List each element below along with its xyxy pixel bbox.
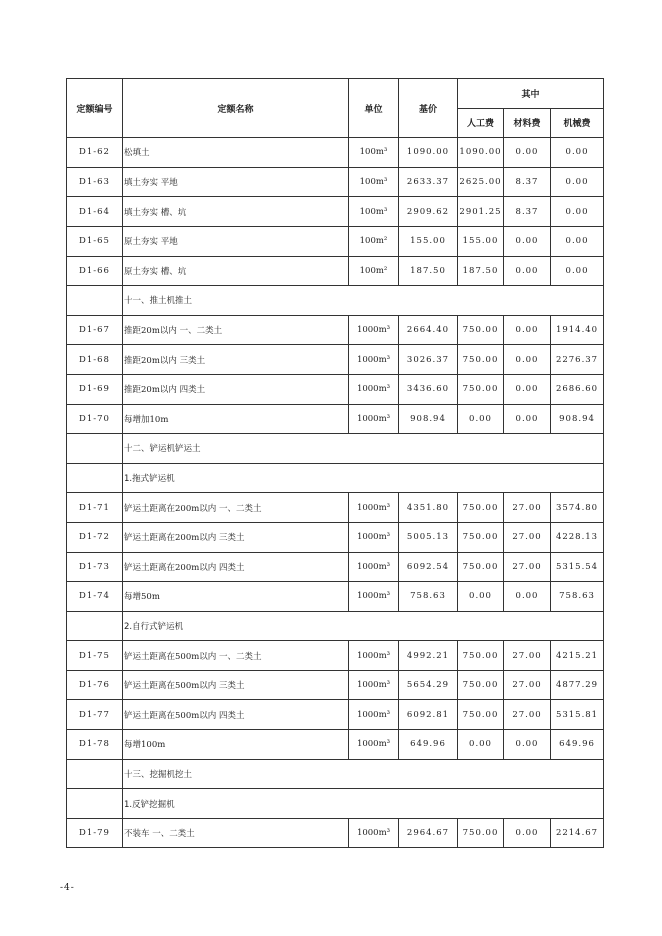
cell-code: D1-64 [67, 197, 123, 227]
cell-unit: 1000m³ [349, 582, 399, 612]
cell-code: D1-75 [67, 641, 123, 671]
cell-name: 推距20m以内 三类土 [123, 345, 349, 375]
cell-material: 0.00 [504, 404, 551, 434]
cell-machine: 3574.80 [551, 493, 604, 523]
table-row [67, 700, 604, 730]
cell-code: D1-71 [67, 493, 123, 523]
cell-machine: 2686.60 [551, 374, 604, 404]
section-code-cell [67, 434, 123, 464]
section-title: 十二、铲运机铲运土 [123, 434, 604, 464]
cell-name: 原土夯实 平地 [123, 226, 349, 256]
cell-machine: 4228.13 [551, 522, 604, 552]
cell-name: 推距20m以内 一、二类土 [123, 315, 349, 345]
cell-name: 原土夯实 槽、坑 [123, 256, 349, 286]
cell-name: 填土夯实 槽、坑 [123, 197, 349, 227]
cell-material: 0.00 [504, 256, 551, 286]
cell-machine: 0.00 [551, 197, 604, 227]
section-row [67, 286, 604, 316]
cell-unit: 1000m³ [349, 493, 399, 523]
page-number: -4- [60, 883, 75, 893]
cell-machine: 0.00 [551, 226, 604, 256]
cell-name: 铲运土距离在200m以内 四类土 [123, 552, 349, 582]
cell-machine: 5315.81 [551, 700, 604, 730]
cell-material: 27.00 [504, 670, 551, 700]
cell-unit: 1000m³ [349, 552, 399, 582]
cell-machine: 2214.67 [551, 818, 604, 848]
table-row [67, 818, 604, 848]
cell-material: 8.37 [504, 167, 551, 197]
table-row [67, 167, 604, 197]
cell-material: 27.00 [504, 700, 551, 730]
cell-base-price: 649.96 [399, 730, 458, 760]
cell-base-price: 4351.80 [399, 493, 458, 523]
cell-unit: 1000m³ [349, 700, 399, 730]
cell-base-price: 3026.37 [399, 345, 458, 375]
cell-labor: 750.00 [458, 670, 504, 700]
cell-base-price: 3436.60 [399, 374, 458, 404]
cell-code: D1-70 [67, 404, 123, 434]
cell-name: 铲运土距离在500m以内 一、二类土 [123, 641, 349, 671]
cell-code: D1-72 [67, 522, 123, 552]
cell-base-price: 2964.67 [399, 818, 458, 848]
section-title: 十一、推土机推土 [123, 286, 604, 316]
cell-name: 填土夯实 平地 [123, 167, 349, 197]
cell-material: 27.00 [504, 552, 551, 582]
cell-base-price: 2664.40 [399, 315, 458, 345]
section-code-cell [67, 463, 123, 493]
cell-material: 27.00 [504, 493, 551, 523]
cell-unit: 1000m³ [349, 730, 399, 760]
table-row [67, 670, 604, 700]
cell-unit: 100m³ [349, 197, 399, 227]
table-row [67, 197, 604, 227]
cell-code: D1-78 [67, 730, 123, 760]
cell-machine: 0.00 [551, 256, 604, 286]
section-code-cell [67, 789, 123, 819]
cell-name: 推距20m以内 四类土 [123, 374, 349, 404]
table-row [67, 493, 604, 523]
section-code-cell [67, 759, 123, 789]
cell-material: 0.00 [504, 818, 551, 848]
cell-labor: 750.00 [458, 315, 504, 345]
cell-unit: 1000m³ [349, 404, 399, 434]
cell-unit: 100m² [349, 256, 399, 286]
cell-labor: 0.00 [458, 404, 504, 434]
cell-labor: 750.00 [458, 374, 504, 404]
cell-base-price: 187.50 [399, 256, 458, 286]
table-row [67, 641, 604, 671]
table-header [67, 79, 604, 138]
cell-name: 铲运土距离在500m以内 四类土 [123, 700, 349, 730]
table-row [67, 552, 604, 582]
cell-machine: 4877.29 [551, 670, 604, 700]
cell-base-price: 5654.29 [399, 670, 458, 700]
table-row [67, 315, 604, 345]
cell-unit: 1000m³ [349, 345, 399, 375]
cell-code: D1-66 [67, 256, 123, 286]
table-row [67, 522, 604, 552]
section-code-cell [67, 611, 123, 641]
cell-material: 27.00 [504, 641, 551, 671]
table-row [67, 404, 604, 434]
cell-code: D1-76 [67, 670, 123, 700]
cell-material: 0.00 [504, 226, 551, 256]
cell-machine: 2276.37 [551, 345, 604, 375]
cell-machine: 1914.40 [551, 315, 604, 345]
cell-labor: 155.00 [458, 226, 504, 256]
cell-unit: 1000m³ [349, 641, 399, 671]
cell-name: 每增50m [123, 582, 349, 612]
cell-base-price: 155.00 [399, 226, 458, 256]
cell-name: 铲运土距离在500m以内 三类土 [123, 670, 349, 700]
section-title: 2.自行式铲运机 [123, 611, 604, 641]
cell-labor: 750.00 [458, 700, 504, 730]
cell-unit: 100m³ [349, 138, 399, 168]
cell-material: 0.00 [504, 582, 551, 612]
cell-name: 不装车 一、二类土 [123, 818, 349, 848]
cell-machine: 649.96 [551, 730, 604, 760]
cell-machine: 0.00 [551, 138, 604, 168]
cell-machine: 908.94 [551, 404, 604, 434]
cell-code: D1-68 [67, 345, 123, 375]
header-material: 材料费 [504, 108, 551, 138]
table-row [67, 374, 604, 404]
section-title: 十三、挖掘机挖土 [123, 759, 604, 789]
cell-material: 27.00 [504, 522, 551, 552]
cell-labor: 187.50 [458, 256, 504, 286]
cell-machine: 5315.54 [551, 552, 604, 582]
header-machine: 机械费 [551, 108, 604, 138]
cell-labor: 750.00 [458, 345, 504, 375]
quota-table [66, 78, 604, 848]
cell-labor: 1090.00 [458, 138, 504, 168]
cell-base-price: 758.63 [399, 582, 458, 612]
cell-material: 0.00 [504, 315, 551, 345]
section-row [67, 434, 604, 464]
cell-unit: 1000m³ [349, 522, 399, 552]
cell-material: 8.37 [504, 197, 551, 227]
cell-labor: 750.00 [458, 493, 504, 523]
cell-name: 每增加10m [123, 404, 349, 434]
cell-code: D1-62 [67, 138, 123, 168]
header-code: 定额编号 [67, 79, 123, 138]
cell-machine: 758.63 [551, 582, 604, 612]
table-row [67, 256, 604, 286]
section-row [67, 611, 604, 641]
cell-base-price: 908.94 [399, 404, 458, 434]
header-labor: 人工费 [458, 108, 504, 138]
cell-labor: 0.00 [458, 582, 504, 612]
table-body [67, 138, 604, 848]
cell-unit: 100m² [349, 226, 399, 256]
section-row [67, 789, 604, 819]
cell-material: 0.00 [504, 345, 551, 375]
section-row [67, 463, 604, 493]
table-row [67, 582, 604, 612]
table-row [67, 345, 604, 375]
cell-material: 0.00 [504, 138, 551, 168]
header-base-price: 基价 [399, 79, 458, 138]
cell-base-price: 4992.21 [399, 641, 458, 671]
cell-code: D1-79 [67, 818, 123, 848]
cell-unit: 100m³ [349, 167, 399, 197]
header-among: 其中 [458, 79, 604, 109]
table-row [67, 730, 604, 760]
cell-unit: 1000m³ [349, 374, 399, 404]
header-unit: 单位 [349, 79, 399, 138]
table-row [67, 138, 604, 168]
cell-name: 每增100m [123, 730, 349, 760]
cell-labor: 750.00 [458, 552, 504, 582]
cell-labor: 0.00 [458, 730, 504, 760]
cell-material: 0.00 [504, 374, 551, 404]
cell-code: D1-77 [67, 700, 123, 730]
cell-name: 铲运土距离在200m以内 一、二类土 [123, 493, 349, 523]
cell-base-price: 1090.00 [399, 138, 458, 168]
cell-name: 铲运土距离在200m以内 三类土 [123, 522, 349, 552]
cell-labor: 750.00 [458, 522, 504, 552]
cell-unit: 1000m³ [349, 818, 399, 848]
section-code-cell [67, 286, 123, 316]
cell-code: D1-74 [67, 582, 123, 612]
cell-code: D1-67 [67, 315, 123, 345]
cell-base-price: 6092.54 [399, 552, 458, 582]
section-title: 1.反铲挖掘机 [123, 789, 604, 819]
table-row [67, 226, 604, 256]
cell-machine: 0.00 [551, 167, 604, 197]
cell-machine: 4215.21 [551, 641, 604, 671]
cell-material: 0.00 [504, 730, 551, 760]
cell-code: D1-73 [67, 552, 123, 582]
cell-code: D1-65 [67, 226, 123, 256]
cell-unit: 1000m³ [349, 315, 399, 345]
cell-unit: 1000m³ [349, 670, 399, 700]
cell-labor: 2625.00 [458, 167, 504, 197]
cell-base-price: 2633.37 [399, 167, 458, 197]
section-title: 1.拖式铲运机 [123, 463, 604, 493]
section-row [67, 759, 604, 789]
cell-labor: 750.00 [458, 641, 504, 671]
cell-base-price: 5005.13 [399, 522, 458, 552]
cell-base-price: 6092.81 [399, 700, 458, 730]
cell-name: 松填土 [123, 138, 349, 168]
cell-labor: 750.00 [458, 818, 504, 848]
cell-base-price: 2909.62 [399, 197, 458, 227]
cell-labor: 2901.25 [458, 197, 504, 227]
header-row-top [67, 79, 604, 109]
cell-code: D1-69 [67, 374, 123, 404]
header-name: 定额名称 [123, 79, 349, 138]
cell-code: D1-63 [67, 167, 123, 197]
